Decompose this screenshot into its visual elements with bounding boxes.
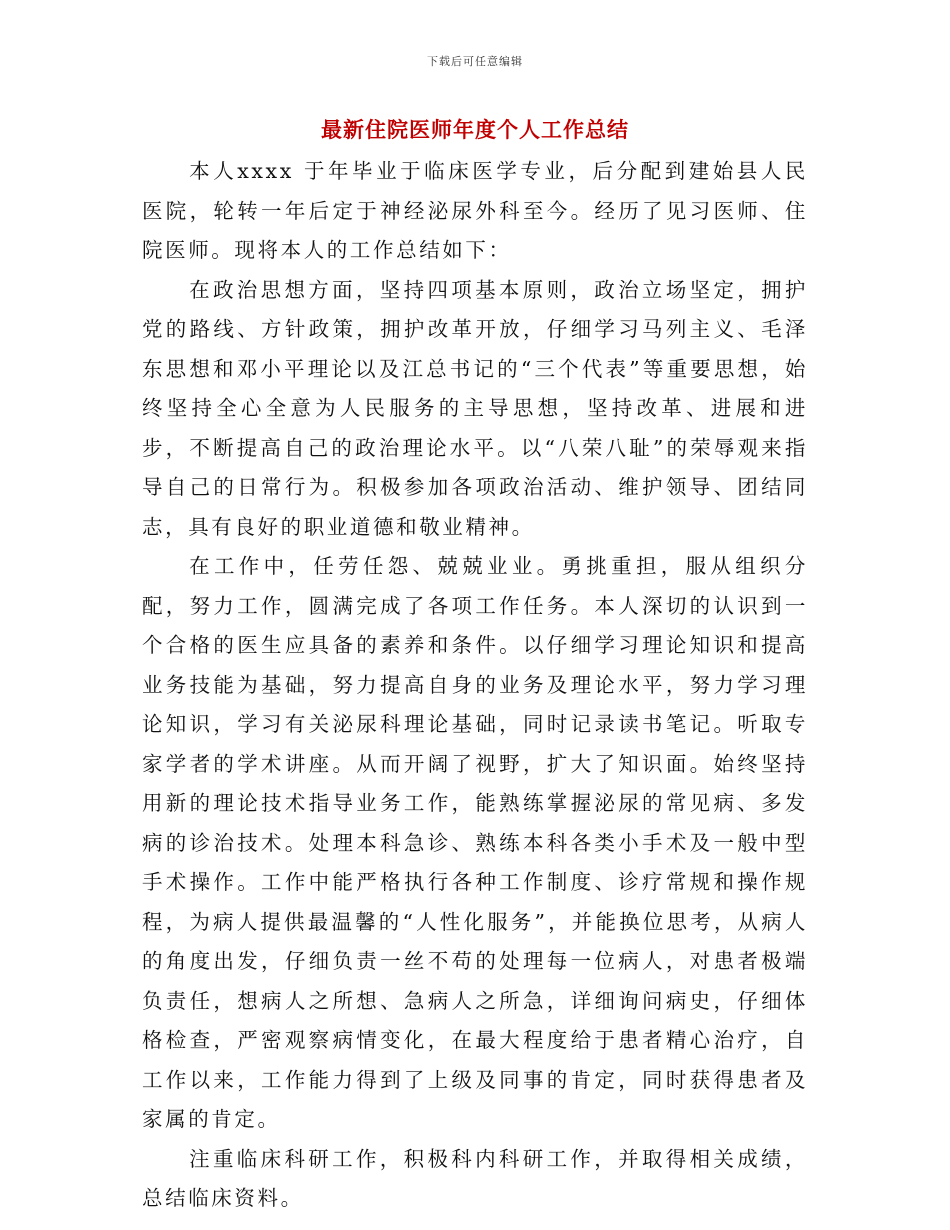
document-body <box>142 152 808 1219</box>
paragraph-intro: 本人xxxx 于年毕业于临床医学专业，后分配到建始县人民医院，轮转一年后定于神经泌尿外科至今。经历了见习医师、住院医师。现将本人的工作总结如下： <box>142 159 808 262</box>
header-note: 下载后可任意编辑 <box>427 55 523 68</box>
paragraph-work: 在工作中，任劳任怨、兢兢业业。勇挑重担，服从组织分配，努力工作，圆满完成了各项工作任务。本人深切的认识到一个合格的医生应具备的素养和条件。以仔细学习理论知识和提高业务技能为基础，努力提高自身的业务及理论水平，努力学习理论知识，学习有关泌尿科理论基础，同时记录读书笔记。听取专家学者的学术讲座。从而开阔了视野，扩大了知识面。始终坚持用新的理论技术指导业务工作，能熟练掌握泌尿的常见病、多发病的诊治技术。处理本科急诊、熟练本科各类小手术及一般中型手术操作。工作中能严格执行各种工作制度、诊疗常规和操作规程，为病人提供最温馨的“人性化服务”，并能换位思考，从病人的角度出发，仔细负责一丝不苟的处理每一位病人，对患者极端负责任，想病人之所想、急病人之所急，详细询问病史，仔细体格检查，严密观察病情变化，在最大程度给于患者精心治疗，自工作以来，工作能力得到了上级及同事的肯定，同时获得患者及家属的肯定。 <box>142 554 808 1131</box>
paragraph-research: 注重临床科研工作，积极科内科研工作，并取得相关成绩，总结临床资料。 <box>142 1146 808 1210</box>
paragraph-political: 在政治思想方面，坚持四项基本原则，政治立场坚定，拥护党的路线、方针政策，拥护改革开放，仔细学习马列主义、毛泽东思想和邓小平理论以及江总书记的“三个代表”等重要思想，始终坚持全心全意为人民服务的主导思想，坚持改革、进展和进步，不断提高自己的政治理论水平。以“八荣八耻”的荣辱观来指导自己的日常行为。积极参加各项政治活动、维护领导、团结同志，具有良好的职业道德和敬业精神。 <box>142 277 808 539</box>
document-title: 最新住院医师年度个人工作总结 <box>321 117 629 142</box>
